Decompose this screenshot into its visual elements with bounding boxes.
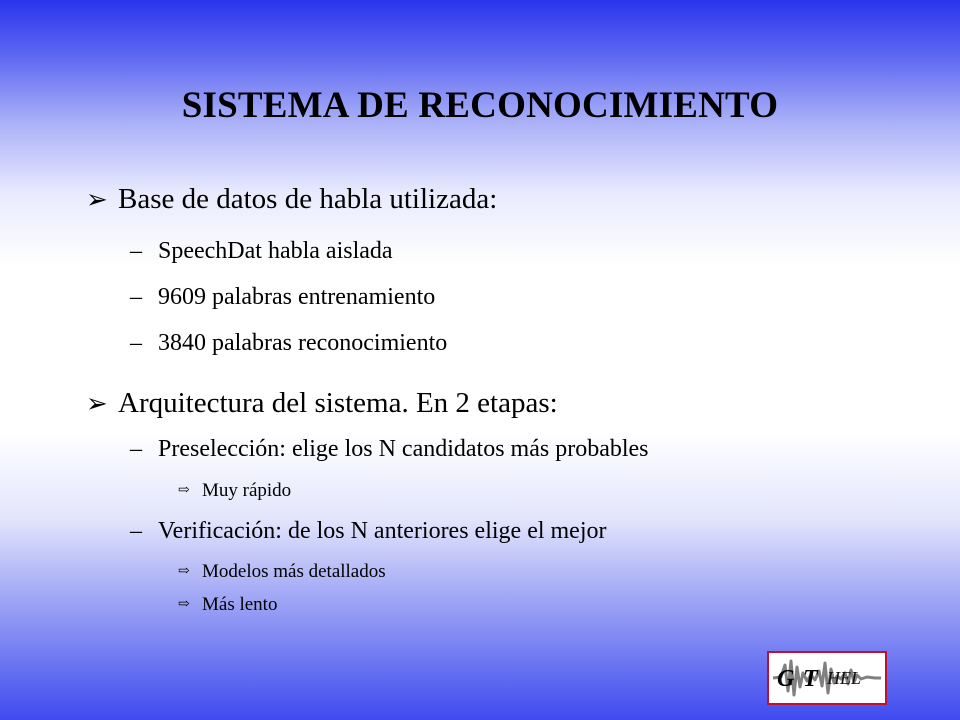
sub-list-item-text: Más lento xyxy=(202,594,278,615)
list-item xyxy=(130,436,649,463)
dash-marker: – xyxy=(130,436,142,462)
sub-list-item-text: Modelos más detallados xyxy=(202,561,386,582)
bullet-section-architecture xyxy=(86,387,558,420)
list-item xyxy=(130,284,435,311)
bullet-arrow-icon: ➢ xyxy=(86,185,108,214)
dash-marker: – xyxy=(130,518,142,544)
sub-list-item-text: Muy rápido xyxy=(202,480,292,501)
sub-list-item xyxy=(178,594,277,616)
list-item-text: 9609 palabras entrenamiento xyxy=(158,284,436,310)
bullet-arrow-icon: ➢ xyxy=(86,389,108,418)
list-item xyxy=(130,238,393,265)
hollow-arrow-icon: ⇨ xyxy=(178,483,190,498)
sub-list-item xyxy=(178,561,386,583)
list-item-text: Preselección: elige los N candidatos más probables xyxy=(158,436,649,462)
list-item-text: SpeechDat habla aislada xyxy=(158,238,393,264)
dash-marker: – xyxy=(130,284,142,310)
list-item-text: 3840 palabras reconocimiento xyxy=(158,330,448,356)
dash-marker: – xyxy=(130,238,142,264)
gthel-logo xyxy=(767,651,887,705)
svg-text:T: T xyxy=(803,666,818,692)
hollow-arrow-icon: ⇨ xyxy=(178,564,190,579)
slide-title: SISTEMA DE RECONOCIMIENTO xyxy=(181,85,779,126)
sub-list-item xyxy=(178,480,291,502)
bullet-section-database xyxy=(86,183,497,216)
list-item-text: Verificación: de los N anteriores elige el mejor xyxy=(158,518,607,544)
list-item xyxy=(130,330,447,357)
section-heading: Base de datos de habla utilizada: xyxy=(118,183,498,215)
section-heading: Arquitectura del sistema. En 2 etapas: xyxy=(118,387,558,419)
logo-text: G xyxy=(777,666,795,692)
list-item xyxy=(130,518,607,545)
logo-waveform-icon xyxy=(769,653,885,703)
svg-text:HEL: HEL xyxy=(827,668,862,688)
hollow-arrow-icon: ⇨ xyxy=(178,597,190,612)
dash-marker: – xyxy=(130,330,142,356)
